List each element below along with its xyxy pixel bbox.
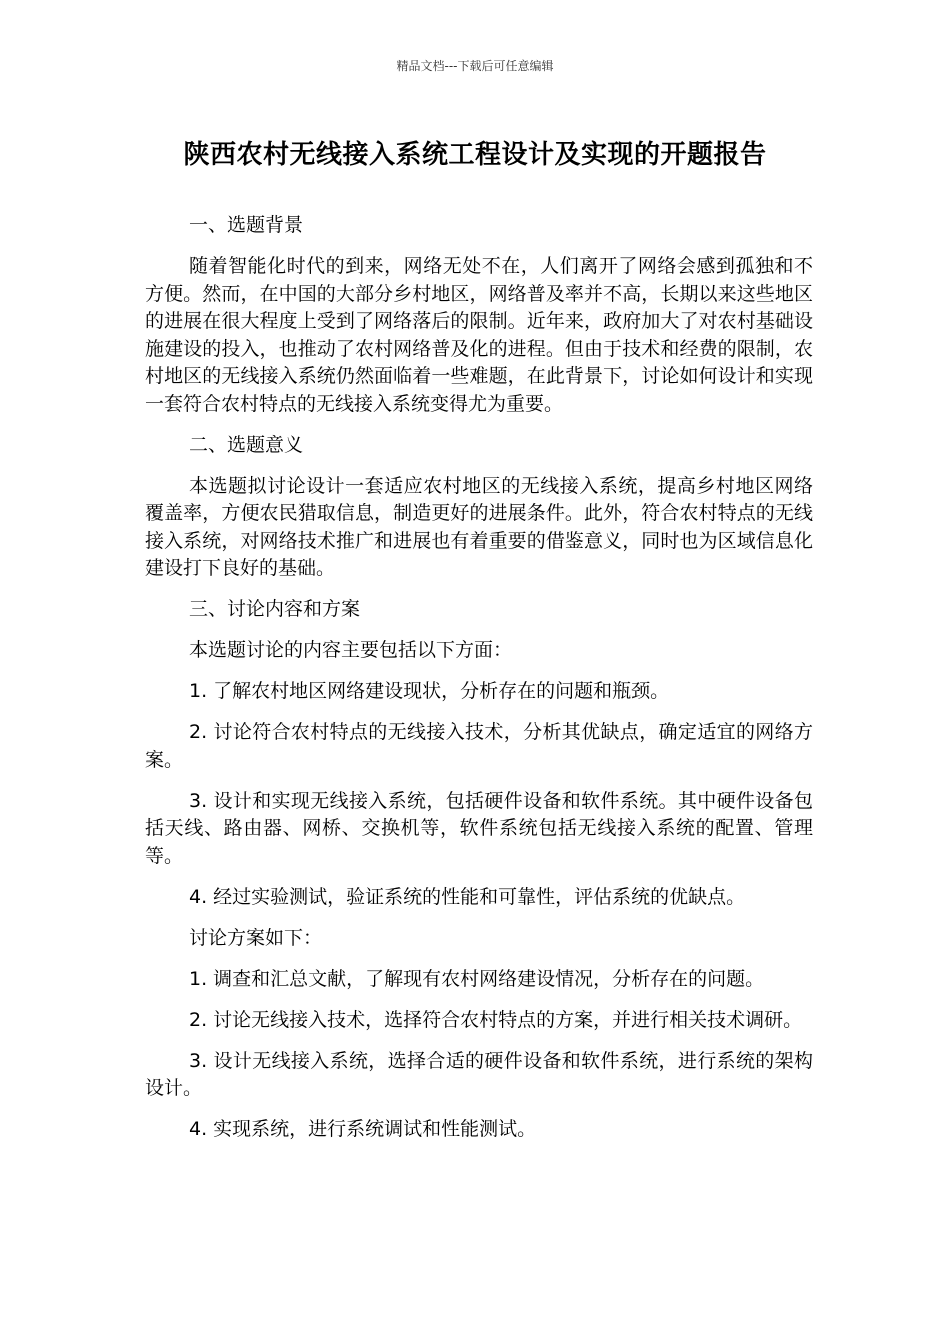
paragraph-background: 随着智能化时代的到来，网络无处不在，人们离开了网络会感到孤独和不方便。然而，在中国的大部分乡村地区，网络普及率并不高，长期以来这些地区的进展在很大程度上受到了网络落后的限制。近年来，政府加大了对农村基础设施建设的投入，也推动了农村网络普及化的进程。但由于技术和经费的限制，农村地区的无线接入系统仍然面临着一些难题，在此背景下，讨论如何设计和实现一套符合农村特点的无线接入系统变得尤为重要。	[145, 255, 813, 415]
section-heading-significance: 二、选题意义	[189, 433, 304, 456]
plan-list-item: 3. 设计无线接入系统，选择合适的硬件设备和软件系统，进行系统的架构设计。	[145, 1049, 813, 1099]
content-list-item: 1. 了解农村地区网络建设现状，分析存在的问题和瓶颈。	[189, 680, 670, 702]
section-heading-content-plan: 三、讨论内容和方案	[189, 598, 361, 620]
content-list-item: 4. 经过实验测试，验证系统的性能和可靠性，评估系统的优缺点。	[189, 885, 746, 908]
plan-list-item: 2. 讨论无线接入技术，选择符合农村特点的方案，并进行相关技术调研。	[189, 1008, 803, 1031]
section-heading-background: 一、选题背景	[189, 214, 304, 236]
document-title: 陕西农村无线接入系统工程设计及实现的开题报告	[183, 140, 767, 170]
document-body	[145, 212, 813, 1157]
plan-list-item: 1. 调查和汇总文献，了解现有农村网络建设情况，分析存在的问题。	[189, 967, 765, 990]
paragraph-plan-intro: 讨论方案如下：	[189, 926, 323, 949]
content-list-item: 3. 设计和实现无线接入系统，包括硬件设备和软件系统。其中硬件设备包括天线、路由器、网桥、交换机等，软件系统包括无线接入系统的配置、管理等。	[145, 789, 813, 867]
page-header: 精品文档---下载后可任意编辑	[396, 59, 554, 73]
paragraph-content-intro: 本选题讨论的内容主要包括以下方面：	[189, 639, 513, 661]
paragraph-significance: 本选题拟讨论设计一套适应农村地区的无线接入系统，提高乡村地区网络覆盖率，方便农民猎取信息，制造更好的进展条件。此外，符合农村特点的无线接入系统，对网络技术推广和进展也有着重要的借鉴意义，同时也为区域信息化建设打下良好的基础。	[145, 474, 813, 579]
content-list-item: 2. 讨论符合农村特点的无线接入技术，分析其优缺点，确定适宜的网络方案。	[145, 721, 813, 771]
plan-list-item: 4. 实现系统，进行系统调试和性能测试。	[189, 1118, 537, 1140]
